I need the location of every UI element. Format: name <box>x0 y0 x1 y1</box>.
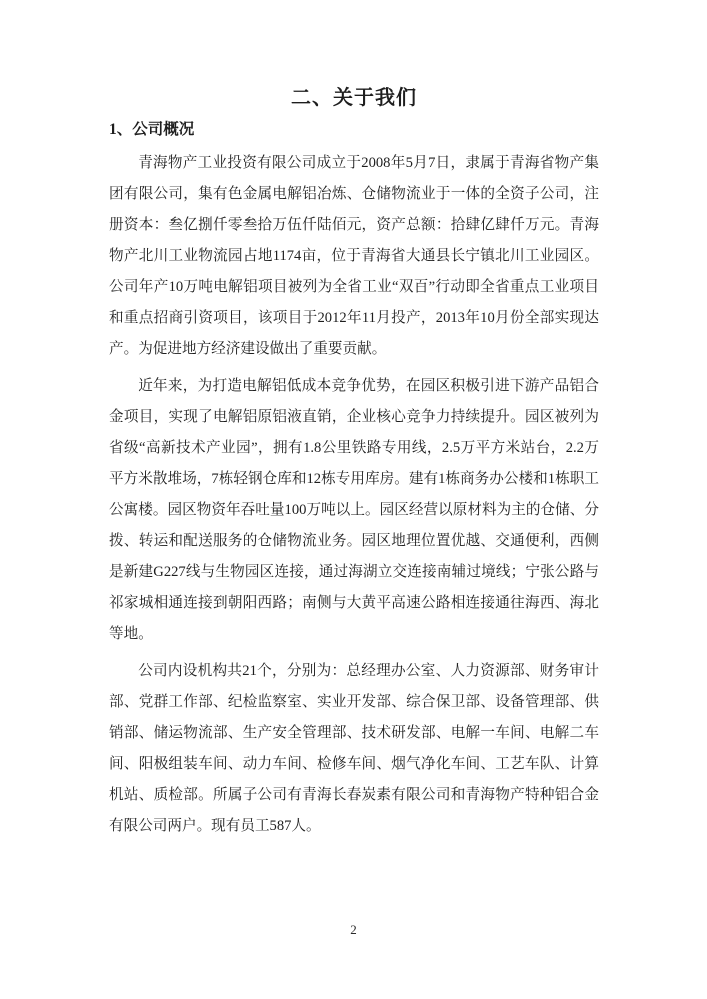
page-number: 2 <box>350 922 357 937</box>
paragraph-company-founding: 青海物产工业投资有限公司成立于2008年5月7日，隶属于青海省物产集团有限公司，集有色金属电解铝冶炼、仓储物流业于一体的全资子公司，注册资本：叁亿捌仟零叁拾万伍仟陆佰元，资产总额：拾肆亿肆仟万元。青海物产北川工业物流园占地1174亩，位于青海省大通县长宁镇北川工业园区。公司年产10万吨电解铝项目被列为全省工业“双百”行动即全省重点工业项目和重点招商引资项目，该项目于2012年11月投产，2013年10月份全部实现达产。为促进地方经济建设做出了重要贡献。 <box>109 155 599 357</box>
paragraph-park-advantages: 近年来，为打造电解铝低成本竞争优势，在园区积极引进下游产品铝合金项目，实现了电解铝原铝液直销，企业核心竞争力持续提升。园区被列为省级“高新技术产业园”，拥有1.8公里铁路专用线，2.5万平方米站台，2.2万平方米散堆场，7栋轻钢仓库和12栋专用库房。建有1栋商务办公楼和1栋职工公寓楼。园区物资年吞吐量100万吨以上。园区经营以原材料为主的仓储、分拨、转运和配送服务的仓储物流业务。园区地理位置优越、交通便利，西侧是新建G227线与生物园区连接，通过海湖立交连接南辅过境线；宁张公路与祁家城相通连接到朝阳西路；南侧与大黄平高速公路相连接通往海西、海北等地。 <box>109 378 599 642</box>
page-title: 二、关于我们 <box>291 87 417 109</box>
section-heading-company-overview: 1、公司概况 <box>109 121 195 138</box>
paragraph-internal-structure: 公司内设机构共21个，分别为：总经理办公室、人力资源部、财务审计部、党群工作部、纪检监察室、实业开发部、综合保卫部、设备管理部、供销部、储运物流部、生产安全管理部、技术研发部、电解一车间、电解二车间、阳极组装车间、动力车间、检修车间、烟气净化车间、工艺车队、计算机站、质检部。所属子公司有青海长春炭素有限公司和青海物产特种铝合金有限公司两户。现有员工587人。 <box>109 663 599 834</box>
document-content <box>109 0 599 842</box>
